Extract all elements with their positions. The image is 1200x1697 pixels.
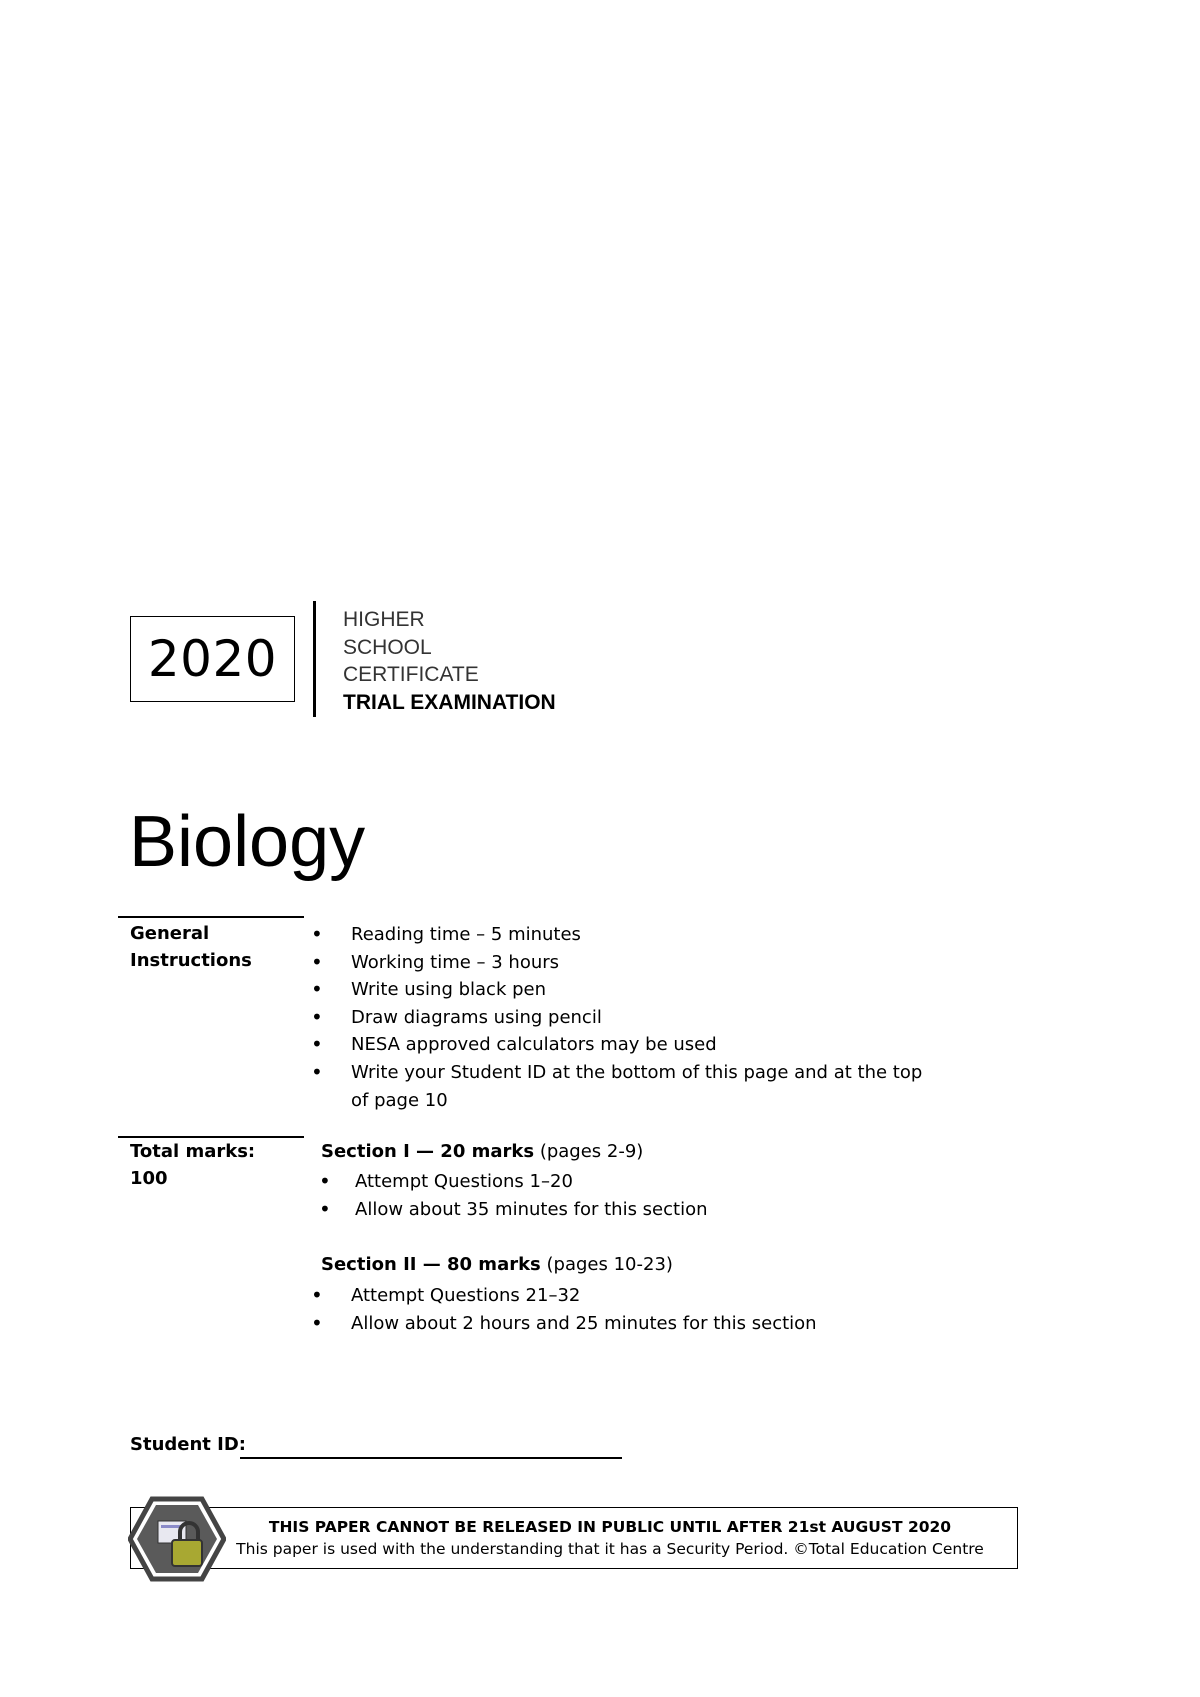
instruction-item-continuation: of page 10 [351,1090,448,1111]
section-2-heading [321,1252,673,1278]
total-marks-value: 100 [130,1167,168,1189]
section-1-pages: (pages 2-9) [539,1141,644,1162]
section-2-pages: (pages 10-23) [546,1254,673,1275]
instruction-item: • Reading time – 5 minutes [311,921,1011,949]
student-id-label: Student ID: [130,1434,246,1455]
section-1-list [319,1168,1019,1223]
general-instructions-label [130,921,252,974]
section-2-item: • Attempt Questions 21–32 [311,1282,1011,1310]
exam-type-block [343,606,556,716]
exam-type-line-2: SCHOOL [343,635,432,659]
padlock-security-icon [128,1496,226,1582]
year-box [130,616,295,702]
instruction-item: • Write using black pen [311,976,1011,1004]
general-label-line-1: General [130,923,210,944]
header-divider [313,601,316,717]
section-1-item: • Attempt Questions 1–20 [319,1168,1019,1196]
section-2-title: Section II — 80 marks [321,1254,541,1275]
section-2-list [311,1282,1011,1337]
section-2-item: • Allow about 2 hours and 25 minutes for this section [311,1310,1011,1338]
exam-type-line-4: TRIAL EXAMINATION [343,690,556,714]
general-label-line-2: Instructions [130,949,252,971]
section-1-heading [321,1139,643,1165]
security-notice-box [130,1507,1018,1569]
total-marks-label-block [130,1139,255,1192]
instruction-item: • Write your Student ID at the bottom of this page and at the top [311,1059,1011,1087]
instruction-item: • Draw diagrams using pencil [311,1004,1011,1032]
exam-type-line-3: CERTIFICATE [343,663,479,686]
total-marks-rule [118,1136,304,1138]
exam-type-line-1: HIGHER [343,608,425,631]
instruction-item: • NESA approved calculators may be used [311,1031,1011,1059]
subject-title: Biology [129,802,366,882]
section-1-item: • Allow about 35 minutes for this section [319,1196,1019,1224]
section-1-title: Section I — 20 marks [321,1141,535,1162]
exam-year: 2020 [147,630,278,688]
general-instructions-list [311,921,1011,1087]
security-notice-text: This paper is used with the understanding that it has a Security Period. ©Total Education Centre [236,1540,984,1558]
security-notice-title: THIS PAPER CANNOT BE RELEASED IN PUBLIC UNTIL AFTER 21st AUGUST 2020 [268,1518,952,1536]
general-instructions-rule [118,916,304,918]
student-id-write-line[interactable] [240,1457,622,1459]
instruction-item: • Working time – 3 hours [311,949,1011,977]
total-marks-label: Total marks: [130,1141,256,1162]
